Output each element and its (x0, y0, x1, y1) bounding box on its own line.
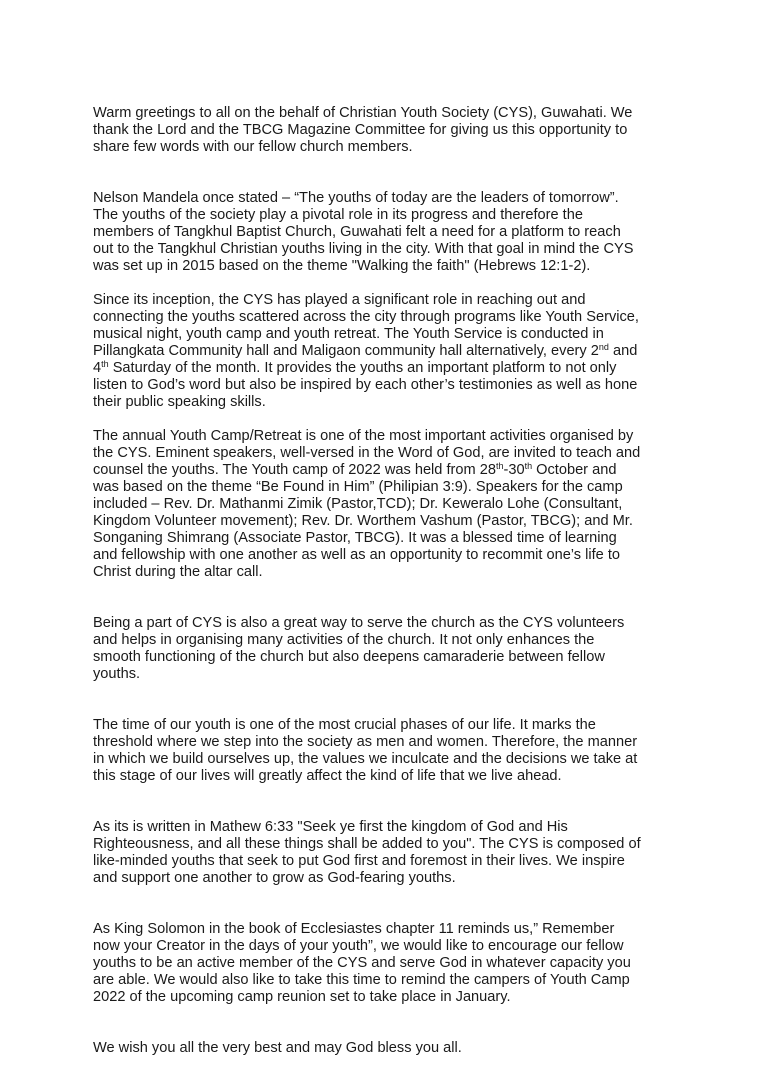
paragraph-youth-phase (93, 700, 683, 785)
text-segment: and 4 (93, 343, 638, 376)
text-segment: Nelson Mandela once stated – “The youths of today are the leaders of tomorrow”. The youths of the society play a pivotal role in its progress and therefore the members of Tangkhul Baptist Church, Guwahati felt a need for a platform to reach out to the Tangkhul Christian youths living in the city. With that goal in mind the CYS was set up in 2015 based on the theme "Walking the faith" (Hebrews 12:1-2). (93, 190, 634, 274)
paragraph-mandela-quote (93, 173, 683, 275)
text-segment: Being a part of CYS is also a great way to serve the church as the CYS volunteers and helps in organising many activities of the church. It not only enhances the smooth functioning of the church but also deepens camaraderie between fellow youths. (93, 615, 625, 682)
text-segment: As its is written in Mathew 6:33 "Seek ye first the kingdom of God and His Righteousness, and all these things shall be added to you". The CYS is composed of like-minded youths that seek to put God first and foremost in their lives. We inspire and support one another to grow as God-fearing youths. (93, 819, 641, 886)
text-segment: Warm greetings to all on the behalf of Christian Youth Society (CYS), Guwahati. We thank the Lord and the TBCG Magazine Committee for giving us this opportunity to share few words with our fellow church members. (93, 105, 633, 155)
paragraph-youth-camp (93, 428, 683, 581)
text-segment: We wish you all the very best and may God bless you all. (93, 1040, 462, 1056)
text-segment: As King Solomon in the book of Ecclesiastes chapter 11 reminds us,” Remember now your Creator in the days of your youth”, we would like to encourage our fellow youths to be an active member of the CYS and serve God in whatever capacity you are able. We would also like to take this time to remind the campers of Youth Camp 2022 of the upcoming camp reunion set to take place in January. (93, 921, 631, 1005)
superscript: th (101, 359, 109, 369)
text-segment: Saturday of the month. It provides the youths an important platform to not only listen to God’s word but also be inspired by each other’s testimonies as well as hone their public speaking skills. (93, 360, 638, 410)
paragraph-solomon (93, 904, 683, 1006)
text-segment: -30 (503, 462, 525, 478)
document-body (93, 88, 683, 1074)
paragraph-closing (93, 1023, 683, 1057)
paragraph-mathew (93, 802, 683, 887)
text-segment: The annual Youth Camp/Retreat is one of the most important activities organised by the CYS. Eminent speakers, well-versed in the Word of God, are invited to teach and counsel the youths. The Youth camp of 2022 was held from 28 (93, 428, 641, 478)
superscript: th (495, 461, 504, 471)
paragraph-inception (93, 292, 683, 411)
text-segment: The time of our youth is one of the most crucial phases of our life. It marks the threshold where we step into the society as men and women. Therefore, the manner in which we build ourselves up, the values we inculcate and the decisions we take at this stage of our lives will greatly affect the kind of life that we live ahead. (93, 717, 638, 784)
text-segment: October and was based on the theme “Be Found in Him” (Philipian 3:9). Speakers for the camp included – Rev. Dr. Mathanmi Zimik (Pastor,TCD); Dr. Keweralo Lohe (Consultant, Kingdom Volunteer movement); Rev. Dr. Worthem Vashum (Pastor, TBCG); and Mr. Songaning Shimrang (Associate Pastor, TBCG). It was a blessed time of learning and fellowship with one another as well as an opportunity to recommit one’s life to Christ during the altar call. (93, 462, 633, 580)
paragraph-volunteers (93, 598, 683, 683)
text-segment: Since its inception, the CYS has played a significant role in reaching out and connecting the youths scattered across the city through programs like Youth Service, musical night, youth camp and youth retreat. The Youth Service is conducted in Pillangkata Community hall and Maligaon community hall alternatively, every 2 (93, 292, 639, 359)
superscript: th (524, 461, 533, 471)
superscript: nd (598, 342, 609, 352)
paragraph-greeting (93, 88, 683, 156)
